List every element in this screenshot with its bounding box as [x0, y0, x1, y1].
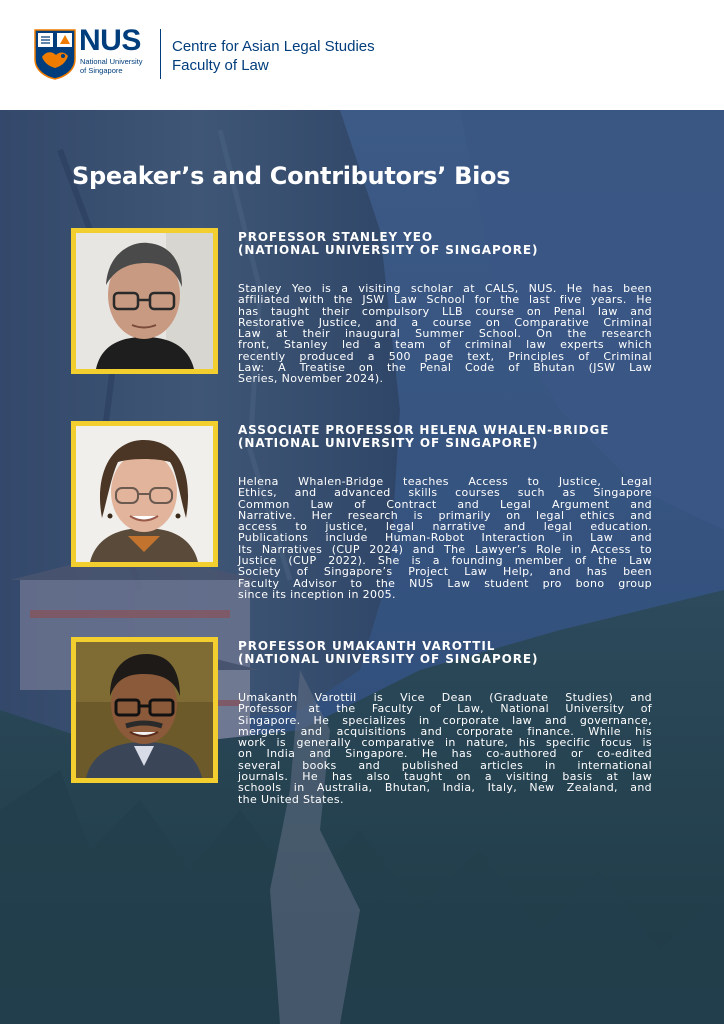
nus-crest-logo: [34, 29, 76, 80]
speaker-name-helena-whalen-bridge: ASSOCIATE PROFESSOR HELENA WHALEN-BRIDGE (NATIONAL UNIVERSITY OF SINGAPORE): [238, 423, 610, 450]
speaker-photo-umakanth-varottil: [71, 637, 218, 783]
speaker-name-umakanth-varottil: PROFESSOR UMAKANTH VAROTTIL (NATIONAL UNIVERSITY OF SINGAPORE): [238, 639, 539, 666]
speaker-photo-stanley-yeo: [71, 228, 218, 374]
portrait-placeholder-icon: [76, 426, 213, 562]
header-divider: [160, 29, 161, 79]
nus-logo-text: NUS: [79, 24, 141, 57]
speaker-bio-umakanth-varottil: Umakanth Varottil is Vice Dean (Graduate Studies) and Professor at the Faculty of Law, National University of Singapore. He specializes in corporate law and governance, mergers and acquisitions and corporate finance. While his work is generally comparative in nature, his specific focus is on India and Singapore. He has co-authored or co-edited several books and published articles in international journals. He has also taught on a visiting basis at law schools in Australia, Bhutan, India, Italy, New Zealand, and the United States.: [238, 691, 652, 806]
portrait-placeholder-icon: [76, 233, 213, 369]
speaker-bio-stanley-yeo: Stanley Yeo is a visiting scholar at CALS, NUS. He has been affiliated with the JSW Law School for the last five years. He has taught their compulsory LLB course on Penal law and Restorative Justice, and a course on Comparative Criminal Law at their inaugural Summer School. On the research front, Stanley led a team of criminal law experts which recently produced a 500 page text, Principles of Criminal Law: A Treatise on the Penal Code of Bhutan (JSW Law Series, November 2024).: [238, 282, 652, 386]
portrait-placeholder-icon: [76, 642, 213, 778]
centre-name: Centre for Asian Legal Studies: [172, 38, 375, 55]
speaker-bio-helena-whalen-bridge: Helena Whalen-Bridge teaches Access to Justice, Legal Ethics, and advanced skills courses such as Singapore Common Law of Contract and Legal Argument and Narrative. Her research is primarily on legal ethics and access to justice, legal narrative and legal education. Publications include Human-Robot Interaction in Law and Its Narratives (CUP 2024) and The Lawyer’s Role in Access to Justice (CUP 2022). She is a founding member of the Law Society of Singapore’s Project Law Help, and has been Faculty Advisor to the NUS Law student pro bono group since its inception in 2005.: [238, 475, 652, 601]
page-header: [0, 0, 724, 110]
speaker-photo-helena-whalen-bridge: [71, 421, 218, 567]
page-title: Speaker’s and Contributors’ Bios: [72, 162, 511, 190]
speaker-name-stanley-yeo: PROFESSOR STANLEY YEO (NATIONAL UNIVERSITY OF SINGAPORE): [238, 230, 539, 257]
nus-logo-subtitle: National University of Singapore: [80, 57, 143, 75]
faculty-name: Faculty of Law: [172, 57, 269, 74]
